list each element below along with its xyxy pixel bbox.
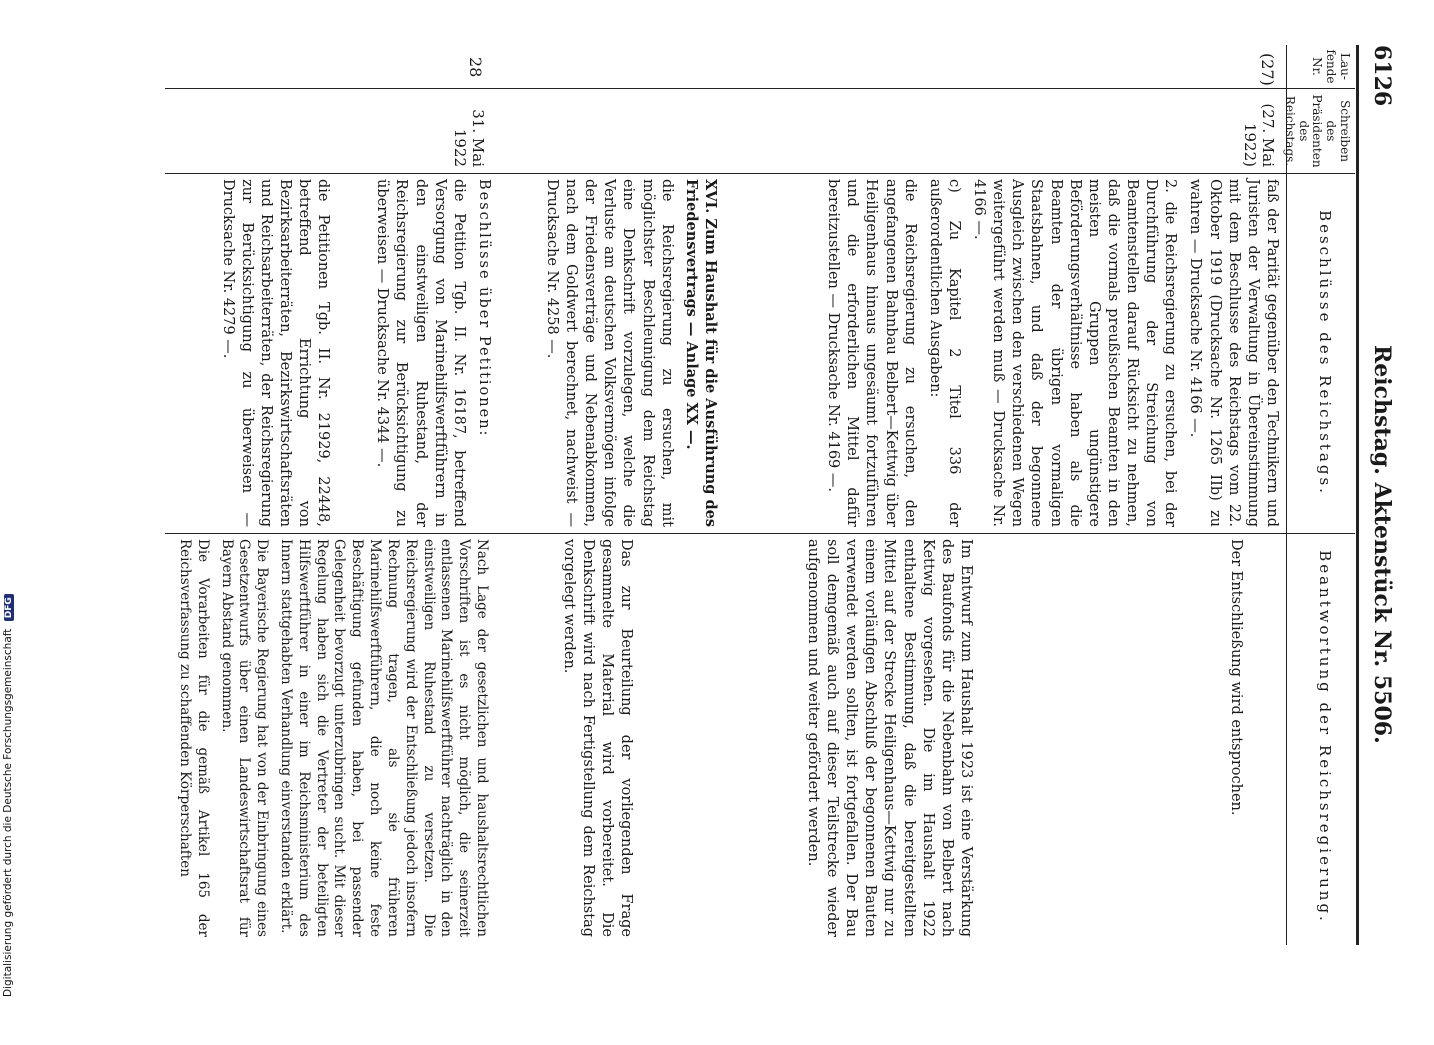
antwort-cell bbox=[1216, 539, 1245, 937]
col-header-beschluesse: Beschlüsse des Reichstags. bbox=[1316, 210, 1334, 496]
beschluss-heading: Beschlüsse über Petitionen: bbox=[476, 179, 492, 438]
col-header-schreiben: Schreiben des Präsidenten des Reichstags. bbox=[1282, 94, 1352, 168]
row-date: 31. Mai 1922 bbox=[451, 109, 487, 167]
row-number: 28 bbox=[466, 57, 485, 78]
col-header-lfd-nr: Lau-fende Nr. bbox=[1310, 49, 1352, 84]
beschluss-cell bbox=[817, 179, 1281, 527]
column-divider bbox=[165, 173, 1355, 174]
beschluss-text: c) Zu Kapitel 2 Titel 336 der außerordentlichen Ausgaben: bbox=[926, 179, 962, 527]
beschluss-text: faß der Parität gegenüber den Technikern und Juristen der Verwaltung in Übereinstimmung mit dem Beschlusse des Reichstags vom 22. Oktober 1919 (Drucksache Nr. 1265 IIb) zu wahren — Drucksache Nr. 4166 —. bbox=[1187, 179, 1280, 527]
row-date: (27. Mai 1922) bbox=[1241, 103, 1277, 167]
column-divider bbox=[165, 533, 1355, 534]
antwort-text: Das zur Beurteilung der vorliegenden Frage gesammelte Material wird vorbereitet. Die Denkschrift wird nach Fertigstellung dem Reichstag vorgelegt werden. bbox=[560, 539, 634, 937]
antwort-cell bbox=[549, 539, 636, 937]
digitization-credit bbox=[2, 594, 14, 997]
beschluss-cell bbox=[212, 179, 494, 527]
beschluss-text: die Reichsregierung zu ersuchen, mit möglichster Beschleunigung dem Reichstag eine Denkschrift vorzulegen, welche die Verluste am deutschen Volksvermögen infolge der Friedensverträge und Nebenabkommen, nach dem Goldwert berechnet, nachweist — Drucksache Nr. 4258 —. bbox=[544, 179, 675, 527]
document-page bbox=[95, 45, 1395, 1045]
antwort-text: Die Vorarbeiten für die gemäß Artikel 165 der Reichsverfassung zu schaffenden Körperschaften bbox=[177, 539, 211, 937]
row-number: (27) bbox=[1258, 53, 1277, 86]
antwort-cell bbox=[793, 539, 975, 937]
page-number: 6126 bbox=[1369, 45, 1395, 107]
beschluss-text: die Petitionen Tgb. II. Nr. 21929, 22448, betreffend Errichtung von Bezirksarbeiterräten, Bezirkswirtschaftsräten und Reichsarbeiterräten, der Reichsregierung zur Berücksichtigung zu überweisen — Drucksache Nr. 4279 —. bbox=[219, 179, 332, 527]
beschluss-text: die Petition Tgb. II. Nr. 16187, betreffend Versorgung von Marinehilfswerftführern in den einstweiligen Ruhestand, der Reichsregierung zur Berücksichtigung zu überweisen — Drucksache Nr. 4344 —. bbox=[374, 179, 467, 527]
dfg-logo: DFG bbox=[4, 594, 14, 621]
col-header-beantwortung: Beantwortung der Reichsregierung. bbox=[1316, 550, 1334, 924]
header-rule bbox=[1356, 45, 1359, 945]
column-header-rule bbox=[1286, 45, 1287, 945]
antwort-text: Der Entschließung wird entsprochen. bbox=[1228, 539, 1244, 816]
antwort-cell bbox=[169, 539, 490, 937]
beschluss-text: die Reichsregierung zu ersuchen, den angefangenen Bahnbau Belbert—Kettwig über Heiligenhaus hinaus ungesäumt fortzuführen und die erforderlichen Mittel dafür bereitzustellen — Drucksache Nr. 4169 —. bbox=[825, 179, 918, 527]
beschluss-cell bbox=[536, 179, 720, 527]
antwort-text: Im Entwurf zum Haushalt 1923 ist eine Verstärkung des Baufonds für die Nebenbahn von Belbert nach Kettwig vorgesehen. Die im Haushalt 1922 enthaltene Bestimmung, daß die bereitgestellten Mittel auf der Strecke Heiligenhaus—Kettwig nur zu einem vorläufigen Abschluß der begonnenen Bauten verwendet werden sollten, ist fortgefallen. Der Bau soll demgemäß auch auf dieser Teilstrecke wieder aufgenommen und weiter gefördert werden. bbox=[805, 539, 974, 937]
section-heading: XVI. Zum Haushalt für die Ausführung des Friedensvertrags — Anlage XX —. bbox=[682, 179, 719, 527]
column-divider bbox=[165, 88, 1355, 89]
credit-text: Digitalisierung gefördert durch die Deutsche Forschungsgemeinschaft bbox=[2, 628, 14, 997]
antwort-text: Die Bayerische Regierung hat von der Einbringung eines Gesetzentwurfs über einen Landeswirtschaftsrat für Bayern Abstand genommen. bbox=[218, 539, 271, 937]
page-title: Reichstag. Aktenstück Nr. 5506. bbox=[1369, 345, 1395, 744]
beschluss-text: 2. die Reichsregierung zu ersuchen, bei der Durchführung der Streichung von Beamtenstellen darauf Rücksicht zu nehmen, daß die vormals preußischen Beamten in den meisten Gruppen ungünstigere Beförderungsverhältnisse haben als die Beamten der übrigen vormaligen Staatsbahnen, und daß der begonnene Ausgleich zwischen den verschiedenen Wegen weitergeführt werden muß — Drucksache Nr. 4166 —. bbox=[971, 179, 1179, 527]
antwort-text: Nach Lage der gesetzlichen und haushaltsrechtlichen Vorschriften ist es nicht möglich, die seinerzeit entlassenen Marinehilfswerftführer nachträglich in den einstweiligen Ruhestand zu versetzen. Die Reichsregierung wird der Entschließung jedoch insofern Rechnung tragen, als sie früheren Marinehilfswerftführern, die noch keine feste Beschäftigung gefunden haben, bei passender Gelegenheit bevorzugt unterzubringen sucht. Mit dieser Regelung haben sich die Vertreter der beteiligten Hilfswerftführer in einer im Reichsministerium des Innern stattgehabten Verhandlung einverstanden erklärt. bbox=[278, 539, 490, 937]
